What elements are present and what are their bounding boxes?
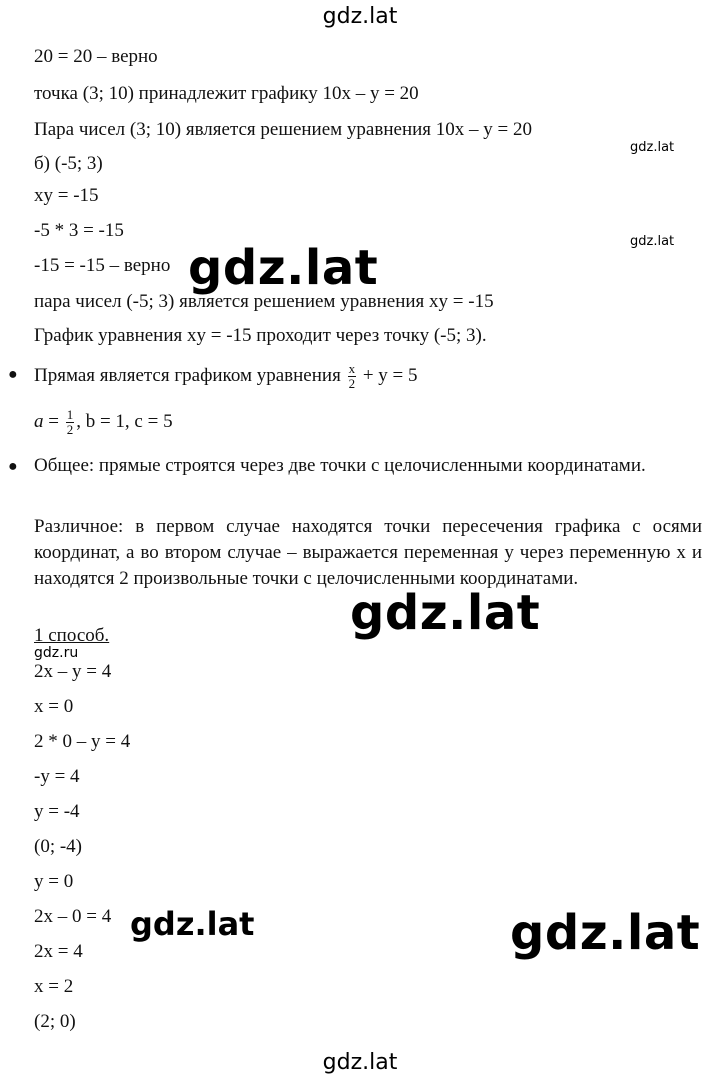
fraction (66, 408, 75, 437)
text-line: y = 0 (34, 871, 74, 892)
text-line: б) (-5; 3) (34, 153, 103, 174)
text-line: -y = 4 (34, 766, 80, 787)
text-line (34, 362, 418, 391)
fraction-denominator: 2 (348, 376, 356, 391)
text-line: x = 0 (34, 696, 74, 717)
fraction-numerator: x (348, 361, 356, 376)
watermark-medium: gdz.lat (130, 905, 255, 943)
text-line: 2x – y = 4 (34, 661, 112, 682)
watermark-ru: gdz.ru (34, 645, 79, 661)
text-line: точка (3; 10) принадлежит графику 10x – y = 20 (34, 83, 419, 104)
fraction-denominator: 2 (66, 422, 74, 437)
paragraph: Различное: в первом случае находятся точки пересечения графика с осями координат, а во втором случае – выражается переменная y через переменную x и находятся 2 произвольные точки с целочисленными координатами. (34, 516, 702, 589)
watermark-small: gdz.lat (630, 234, 675, 249)
paragraph: Общее: прямые строятся через две точки с целочисленными координатами. (34, 455, 646, 476)
text-line: -15 = -15 – верно (34, 255, 171, 276)
fraction (348, 362, 357, 391)
text-line: График уравнения xy = -15 проходит через точку (-5; 3). (34, 325, 487, 346)
text-line: x = 2 (34, 976, 74, 997)
text-line: 2 * 0 – y = 4 (34, 731, 131, 752)
watermark-top: gdz.lat (322, 4, 398, 29)
text-segment: = (43, 410, 59, 432)
text-line: 2x = 4 (34, 941, 83, 962)
text-line: -5 * 3 = -15 (34, 220, 124, 241)
watermark-big: gdz.lat (510, 905, 701, 961)
watermark-bottom: gdz.lat (322, 1050, 398, 1075)
bullet-icon: ● (8, 458, 18, 475)
fraction-numerator: 1 (66, 407, 74, 422)
section-heading: 1 способ. (34, 625, 110, 646)
text-segment: a (34, 410, 44, 432)
text-line: xy = -15 (34, 185, 99, 206)
watermark-big: gdz.lat (188, 240, 379, 296)
watermark-small: gdz.lat (630, 140, 675, 155)
text-segment: + y = 5 (362, 364, 418, 386)
bullet-icon: ● (8, 366, 18, 383)
text-line: 2x – 0 = 4 (34, 906, 112, 927)
text-line: (0; -4) (34, 836, 83, 857)
text-segment: Прямая является графиком уравнения (34, 364, 341, 386)
text-line: Пара чисел (3; 10) является решением уравнения 10x – y = 20 (34, 119, 532, 140)
text-line: y = -4 (34, 801, 80, 822)
text-line: (2; 0) (34, 1011, 76, 1032)
text-segment: , b = 1, c = 5 (76, 410, 173, 432)
watermark-big: gdz.lat (350, 585, 541, 641)
text-line: пара чисел (-5; 3) является решением уравнения xy = -15 (34, 291, 494, 312)
text-line: 20 = 20 – верно (34, 46, 158, 67)
text-line (34, 408, 173, 437)
